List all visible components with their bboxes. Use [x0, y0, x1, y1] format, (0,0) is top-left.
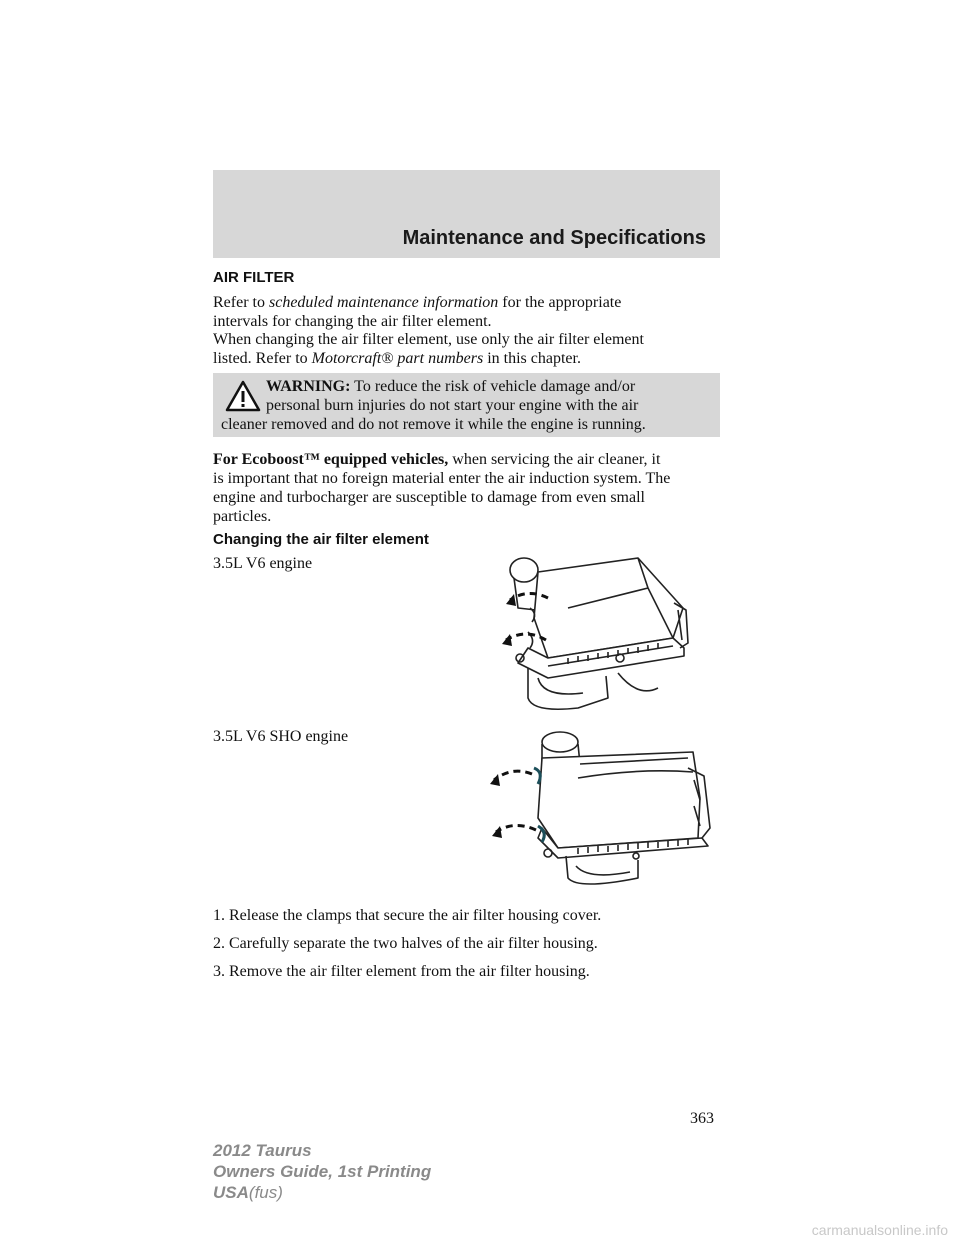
step-3: 3. Remove the air filter element from the air filter housing. [213, 963, 590, 980]
footer-line: 2012 Taurus [213, 1141, 312, 1160]
text: Refer to [213, 294, 269, 311]
footer-edition [213, 1140, 431, 1203]
steps-list [213, 902, 723, 986]
text: when servicing the air cleaner, it [448, 451, 661, 468]
part-numbers-reference: Motorcraft® part numbers [311, 350, 484, 367]
warning-box [213, 373, 720, 437]
text: intervals for changing the air filter element. [213, 313, 492, 330]
air-filter-housing-sho-illustration [488, 728, 720, 893]
footer-line: USA [213, 1183, 249, 1202]
step-2: 2. Carefully separate the two halves of the air filter housing. [213, 935, 598, 952]
engine-label-v6-sho: 3.5L V6 SHO engine [213, 728, 349, 745]
footer-region-code: (fus) [248, 1183, 283, 1202]
text: listed. Refer to [213, 350, 312, 367]
text: for the appropriate [498, 294, 622, 311]
paragraph-ecoboost [213, 450, 723, 526]
warning-label: WARNING: [266, 378, 351, 395]
text: personal burn injuries do not start your engine with the air [266, 397, 639, 414]
text: To reduce the risk of vehicle damage and/or [350, 378, 636, 395]
maintenance-reference: scheduled maintenance information [268, 294, 499, 311]
step-1: 1. Release the clamps that secure the air filter housing cover. [213, 907, 602, 924]
section-heading: AIR FILTER [213, 269, 295, 286]
text: is important that no foreign material enter the air induction system. The [213, 470, 671, 487]
ecoboost-bold: For Ecoboost™ equipped vehicles, [213, 451, 449, 468]
footer-line: Owners Guide, 1st Printing [213, 1162, 432, 1181]
subheading-changing-filter: Changing the air filter element [213, 531, 429, 548]
text: in this chapter. [483, 350, 581, 367]
page-number: 363 [690, 1110, 714, 1127]
watermark: carmanualsonline.info [811, 1222, 948, 1238]
paragraph-filter-element [213, 330, 723, 368]
text: cleaner removed and do not remove it while the engine is running. [221, 416, 646, 433]
section-title: Maintenance and Specifications [402, 227, 706, 249]
text: When changing the air filter element, use only the air filter element [213, 331, 644, 348]
text: particles. [213, 508, 272, 525]
text: engine and turbocharger are susceptible to damage from even small [213, 489, 645, 506]
paragraph-refer-maintenance [213, 293, 723, 331]
section-header [213, 170, 720, 258]
air-filter-housing-v6-illustration [488, 548, 693, 718]
engine-label-v6: 3.5L V6 engine [213, 555, 313, 572]
warning-text [213, 377, 713, 434]
